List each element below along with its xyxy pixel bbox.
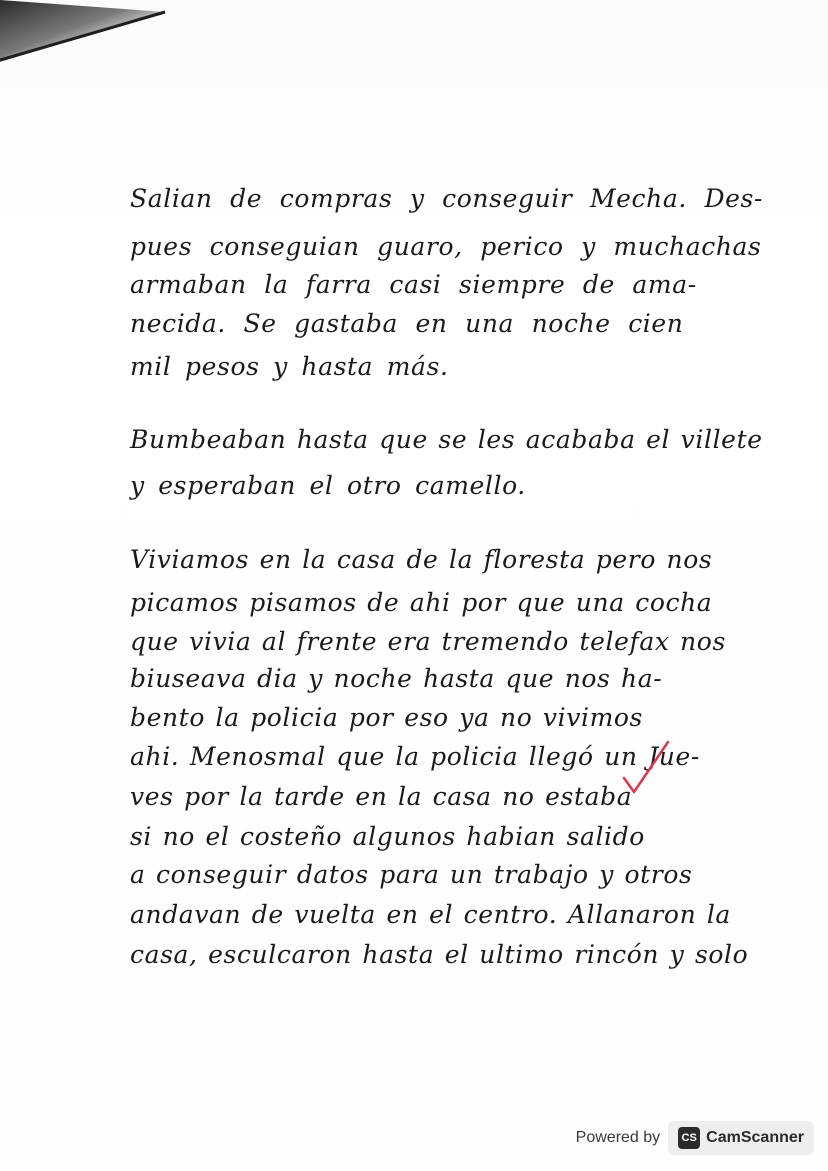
text-line: a conseguir datos para un trabajo y otros (130, 860, 693, 889)
camscanner-brand: CamScanner (706, 1129, 804, 1146)
text-line: y esperaban el otro camello. (130, 471, 526, 500)
powered-by-label: Powered by (575, 1129, 661, 1146)
text-line: Salian de compras y conseguir Mecha. Des- (130, 184, 763, 213)
text-line: casa, esculcaron hasta el ultimo rincón y solo (130, 940, 749, 969)
text-line: Viviamos en la casa de la floresta pero nos (130, 545, 713, 574)
text-line: biuseava dia y noche hasta que nos ha- (130, 664, 663, 693)
text-line: andavan de vuelta en el centro. Allanaron la (130, 900, 731, 929)
camscanner-watermark (576, 1119, 814, 1157)
text-line: Bumbeaban hasta que se les acababa el villete (130, 425, 763, 454)
text-line: armaban la farra casi siempre de ama- (130, 270, 697, 299)
text-line: picamos pisamos de ahi por que una cocha (130, 588, 713, 617)
camscanner-badge (668, 1121, 814, 1155)
text-line: pues conseguian guaro, perico y muchachas (130, 232, 762, 261)
text-line: si no el costeño algunos habian salido (130, 822, 645, 851)
text-line: ves por la tarde en la casa no estaba (130, 782, 633, 811)
text-line: necida. Se gastaba en una noche cien (130, 309, 684, 338)
text-line: que vivia al frente era tremendo telefax nos (130, 627, 726, 656)
text-line: ahi. Menosmal que la policia llegó un Jue- (130, 742, 700, 771)
red-check-mark-icon (622, 740, 672, 800)
text-line: bento la policia por eso ya no vivimos (130, 703, 643, 732)
camscanner-logo-icon: CS (678, 1127, 700, 1149)
text-line: mil pesos y hasta más. (130, 352, 449, 381)
